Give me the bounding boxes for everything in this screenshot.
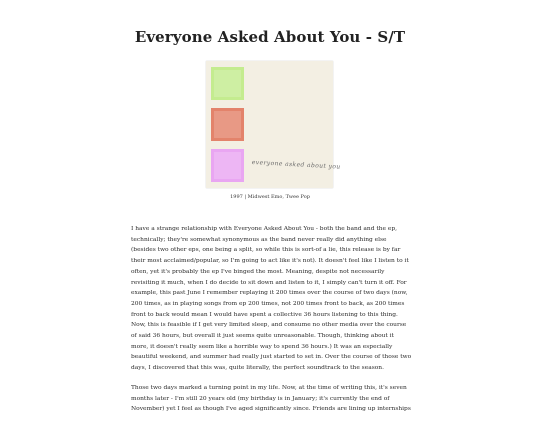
cover-caption: 1997 | Midwest Emo, Twee Pop	[230, 194, 310, 200]
cover-handwriting: everyone asked about you	[251, 159, 341, 171]
red-square	[211, 108, 244, 141]
paragraph: Those two days marked a turning point in my life. Now, at the time of writing this, it's seven months later - I'm still 20 years old (my birthday is in January; it's currently the end of November) yet I feel as though I've aged significantly since. Friends are lining up internships	[131, 384, 411, 413]
album-cover	[206, 61, 341, 188]
article-title: Everyone Asked About You - S/T	[134, 28, 406, 46]
article-body	[131, 224, 412, 424]
green-square	[211, 67, 244, 100]
paragraph: I have a strange relationship with Everyone Asked About You - both the band and the ep, technically; they're somewhat synonymous as the band never really did anything else (besides two other eps, one being a split, so while this is sort-of a lie, this release is by far their most acclaimed/popular, so I'm going to act like it's not). It doesn't feel like I listen to it often, yet it's probably the ep I've binged the most. Meaning, despite not necessarily revisiting it much, when I do decide to sit down and listen to it, I simply can't turn it off. For example, this past June I remember replaying it 200 times over the course of two days (now, 200 times, as in playing songs from ep 200 times, not 200 times front to back, as 200 times front to back would mean I would have spent a collective 36 hours listening to this thing. Now, this is feasible if I get very limited sleep, and consume no other media over the course of said 36 hours, but overall it just seems quite unreasonable. Though, thinking about it more, it doesn't really seem like a horrible way to spend 36 hours.) It was an especially beautiful weekend, and summer had really just started to set in. Over the course of those two days, I discovered that this was, quite literally, the perfect soundtrack to the season.	[131, 226, 412, 372]
pink-square	[211, 149, 244, 182]
